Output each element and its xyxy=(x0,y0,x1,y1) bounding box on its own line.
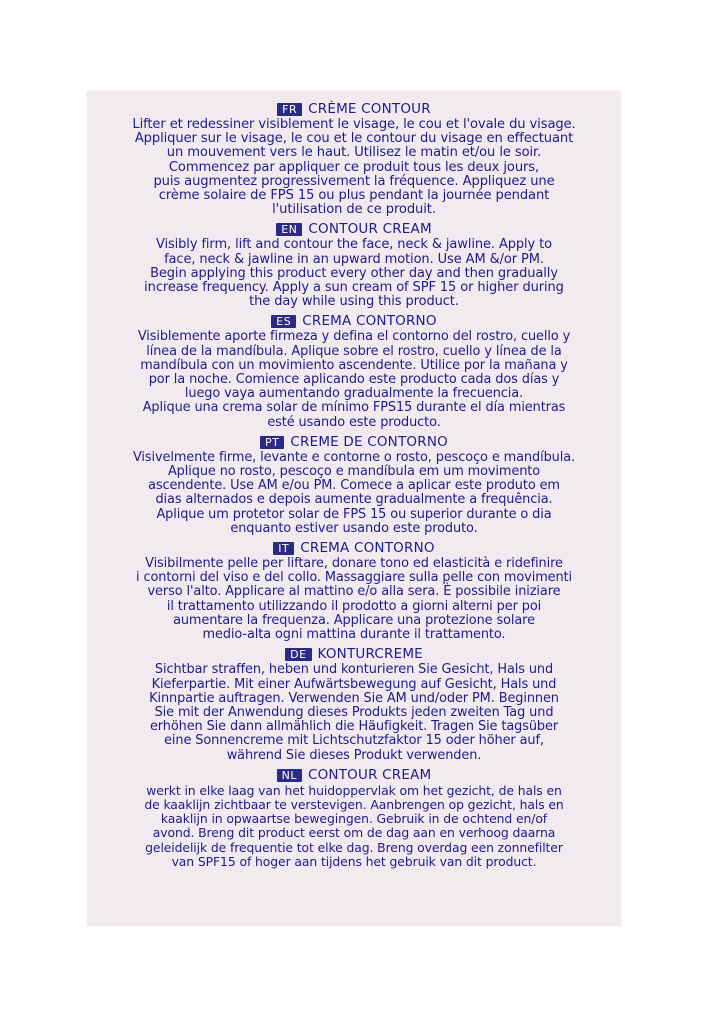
text-line: Sichtbar straffen, heben und konturieren Sie Gesicht, Hals und xyxy=(154,662,554,678)
section-heading xyxy=(87,101,621,118)
text-line: de kaaklijn zichtbaar te verstevigen. Aanbrengen op gezicht, hals en xyxy=(144,796,564,812)
text-line: avond. Breng dit product eerst om de dag aan en verhoog daarna xyxy=(152,825,556,841)
section-heading xyxy=(87,313,621,330)
text-line: Aplique una crema solar de mínimo FPS15 durante el día mientras xyxy=(142,400,566,416)
text-line: Lifter et redessiner visiblement le visage, le cou et l'ovale du visage. xyxy=(132,117,576,132)
text-line: esté usando este producto. xyxy=(267,414,441,430)
text-line: Visibilmente pelle per liftare, donare tono ed elasticità e ridefinire xyxy=(145,556,563,572)
text-line: puis augmentez progressivement la fréquence. Appliquez une xyxy=(153,173,555,189)
section-heading xyxy=(87,646,621,663)
section-body xyxy=(87,238,621,309)
text-line: ascendente. Use AM e/ou PM. Comece a aplicar este produto em xyxy=(148,478,560,494)
text-line: verso l'alto. Applicare al mattino e/o alla sera. È possibile iniziare xyxy=(147,584,561,600)
text-line: werkt in elke laag van het huidoppervlak om het gezicht, de hals en xyxy=(146,782,562,798)
text-line: Sie mit der Anwendung dieses Produkts jeden zweiten Tag und xyxy=(154,704,554,720)
text-line: Aplique um protetor solar de FPS 15 ou superior durante o dia xyxy=(156,506,552,522)
section-heading xyxy=(87,434,621,451)
text-line: van SPF15 of hoger aan tijdens het gebruik van dit product. xyxy=(171,853,537,869)
text-line: línea de la mandíbula. Aplique sobre el rostro, cuello y línea de la xyxy=(146,343,562,359)
text-line: erhöhen Sie dann allmählich die Häufigkeit. Tragen Sie tagsüber xyxy=(149,719,559,735)
section-nl xyxy=(87,767,621,869)
text-line: aumentare la frequenza. Applicare una protezione solare xyxy=(173,612,535,628)
text-line: geleidelijk de frequentie tot elke dag. Breng overdag een zonnefilter xyxy=(145,839,563,855)
section-heading xyxy=(87,540,621,557)
section-en xyxy=(87,221,621,309)
text-line: Kieferpartie. Mit einer Aufwärtsbewegung auf Gesicht, Hals und xyxy=(151,676,557,692)
text-line: Visiblemente aporte firmeza y defina el contorno del rostro, cuello y xyxy=(137,329,571,345)
text-line: i contorni del viso e del collo. Massaggiare sulla pelle con movimenti xyxy=(136,570,572,586)
section-title: CREME DE CONTORNO xyxy=(290,433,448,450)
section-body xyxy=(87,118,621,217)
text-line: Appliquer sur le visage, le cou et le contour du visage en effectuant xyxy=(134,131,574,147)
text-line: kaaklijn in opwaartse bewegingen. Gebruik in de ochtend en/of xyxy=(160,811,548,827)
section-it xyxy=(87,540,621,642)
language-badge: DE xyxy=(285,648,311,661)
text-line: dias alternados e depois aumente gradualmente a frequência. xyxy=(155,492,553,508)
language-badge: NL xyxy=(277,769,302,782)
text-line: un mouvement vers le haut. Utilisez le matin et/ou le soir. xyxy=(166,145,542,161)
section-heading xyxy=(87,221,621,238)
section-title: CREMA CONTORNO xyxy=(302,313,437,330)
text-line: crème solaire de FPS 15 ou plus pendant la journée pendant xyxy=(158,188,550,204)
text-line: Kinnpartie auftragen. Verwenden Sie AM und/oder PM. Beginnen xyxy=(149,690,559,706)
section-pt xyxy=(87,434,621,536)
section-title: CRÈME CONTOUR xyxy=(308,101,431,117)
language-badge: IT xyxy=(273,542,294,555)
section-title: KONTURCREME xyxy=(317,646,423,663)
section-title: CONTOUR CREAM xyxy=(307,766,432,783)
text-line: Visivelmente firme, levante e contorne o rosto, pescoço e mandíbula. xyxy=(132,449,575,465)
section-body xyxy=(87,784,621,869)
section-fr xyxy=(87,101,621,217)
section-body xyxy=(87,663,621,762)
text-line: por la noche. Comience aplicando este producto cada dos días y xyxy=(148,372,560,388)
text-line: increase frequency. Apply a sun cream of SPF 15 or higher during xyxy=(144,280,564,296)
product-label-card xyxy=(87,91,621,926)
text-line: mandíbula con un movimiento ascendente. Utilice por la mañana y xyxy=(140,357,568,373)
label-content xyxy=(87,101,621,873)
text-line: Visibly firm, lift and contour the face, neck & jawline. Apply to xyxy=(155,237,553,253)
text-line: Aplique no rosto, pescoço e mandíbula em um movimento xyxy=(167,464,541,480)
section-heading xyxy=(87,767,621,784)
section-title: CONTOUR CREAM xyxy=(308,221,432,238)
section-de xyxy=(87,646,621,762)
language-badge: FR xyxy=(277,103,302,116)
section-body xyxy=(87,451,621,536)
text-line: face, neck & jawline in an upward motion. Use AM &/or PM. xyxy=(164,251,544,267)
text-line: medio-alta ogni mattina durante il trattamento. xyxy=(202,627,506,643)
text-line: the day while using this product. xyxy=(249,294,459,310)
section-body xyxy=(87,330,621,429)
text-line: eine Sonnencreme mit Lichtschutzfaktor 15 oder höher auf, xyxy=(164,733,544,749)
text-line: il trattamento utilizzando il prodotto a giorni alterni per poi xyxy=(166,598,542,614)
text-line: Begin applying this product every other day and then gradually xyxy=(150,265,558,281)
language-badge: ES xyxy=(271,315,296,328)
language-badge: EN xyxy=(276,223,302,236)
language-badge: PT xyxy=(260,436,284,449)
text-line: Commencez par appliquer ce produit tous les deux jours, xyxy=(168,159,540,175)
text-line: enquanto estiver usando este produto. xyxy=(230,520,478,536)
section-body xyxy=(87,557,621,642)
text-line: l'utilisation de ce produit. xyxy=(272,202,436,218)
text-line: luego vaya aumentando gradualmente la frecuencia. xyxy=(184,386,524,402)
section-title: CREMA CONTORNO xyxy=(300,540,435,557)
text-line: während Sie dieses Produkt verwenden. xyxy=(226,747,482,763)
section-es xyxy=(87,313,621,429)
